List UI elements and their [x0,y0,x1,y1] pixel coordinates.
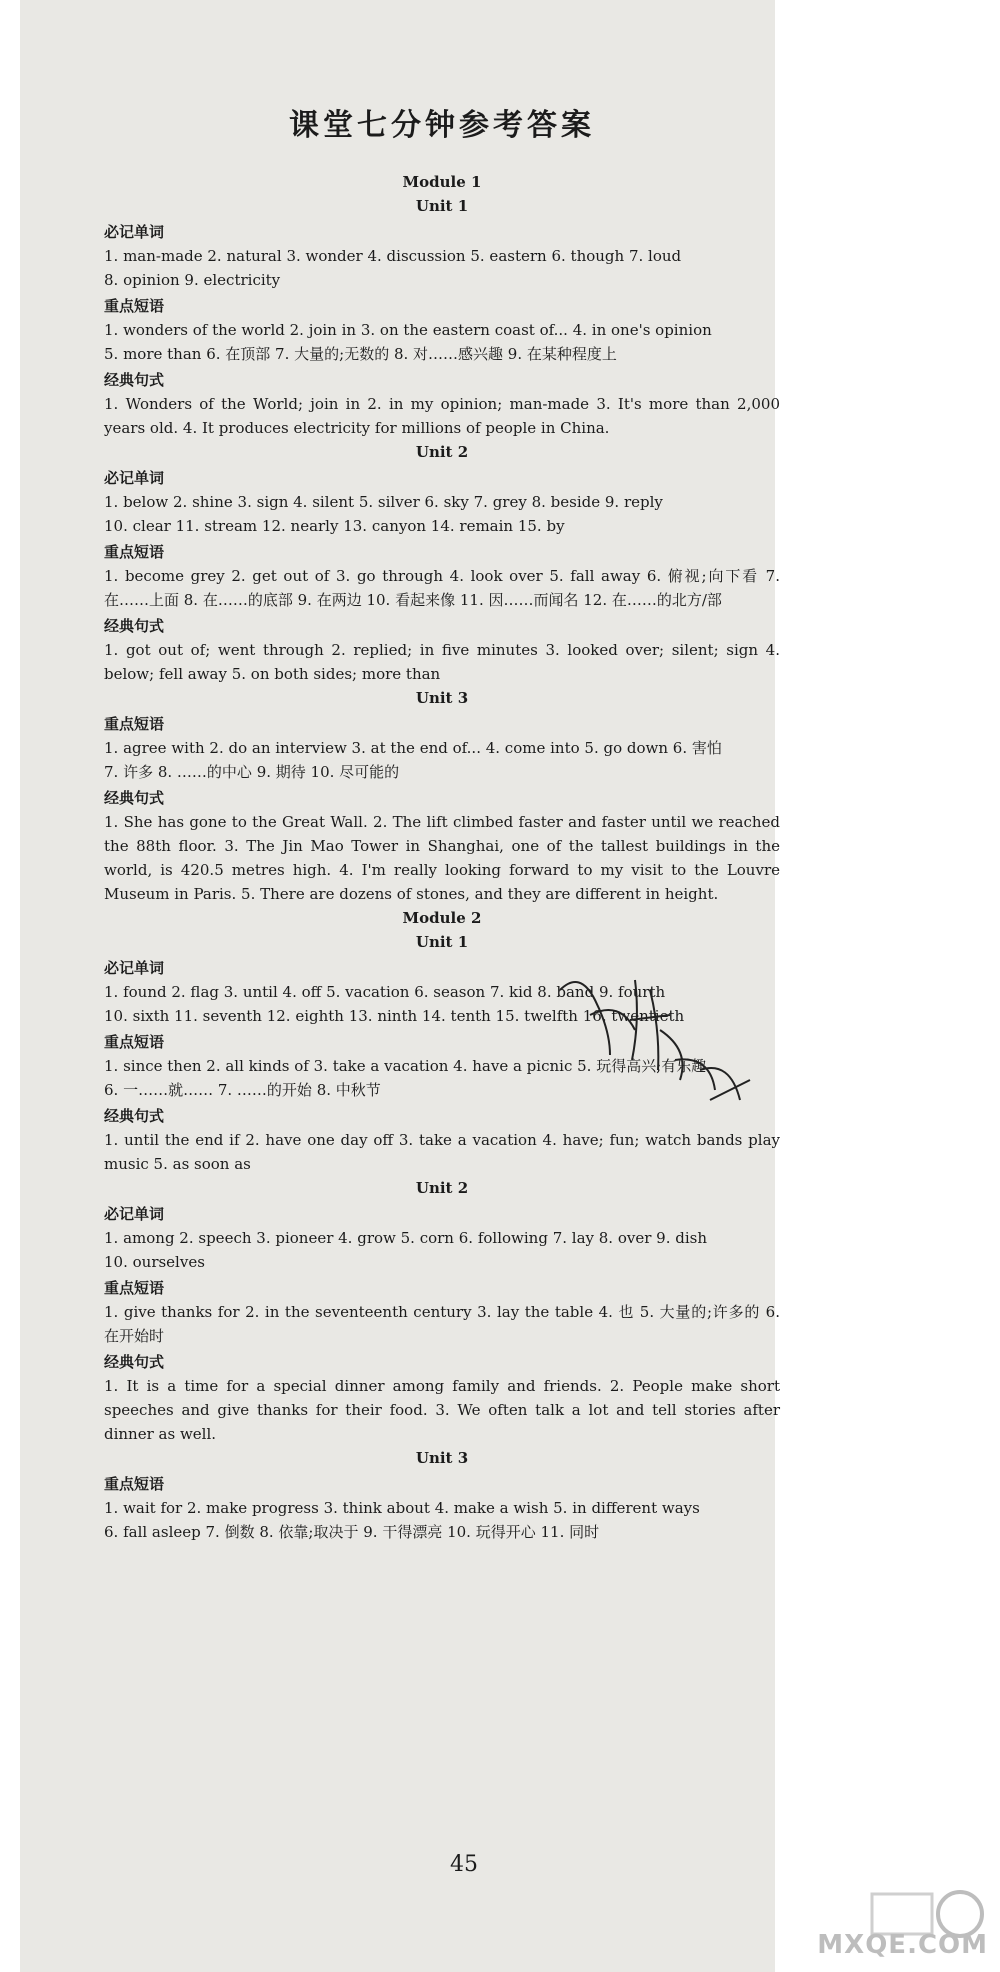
module-heading: Module 2 [402,909,482,927]
unit-heading: Unit 2 [415,1179,469,1197]
page-number: 45 [450,1852,478,1877]
answer-content [104,100,780,1544]
handwriting-scribble [540,960,760,1130]
unit-heading: Unit 2 [415,443,469,461]
answer-line: 1. since then 2. all kinds of 3. take a vacation 4. have a picnic 5. 玩得高兴;有乐趣 [104,1057,707,1075]
answer-line: 1. found 2. flag 3. until 4. off 5. vacation 6. season 7. kid 8. band 9. fourth [104,983,666,1001]
answer-line: 1. man-made 2. natural 3. wonder 4. discussion 5. eastern 6. though 7. loud [104,247,682,265]
answer-line: 6. fall asleep 7. 倒数 8. 依靠;取决于 9. 干得漂亮 10. 玩得开心 11. 同时 [104,1523,600,1541]
answer-paragraph: 1. give thanks for 2. in the seventeenth century 3. lay the table 4. 也 5. 大量的;许多的 6. 在开始时 [104,1303,780,1345]
answer-line: 1. wait for 2. make progress 3. think about 4. make a wish 5. in different ways [104,1499,700,1517]
section-heading: 经典句式 [104,1107,165,1125]
section-heading: 重点短语 [104,543,165,561]
answer-line: 1. agree with 2. do an interview 3. at the end of... 4. come into 5. go down 6. 害怕 [104,739,722,757]
unit-heading: Unit 3 [415,689,469,707]
section-heading: 重点短语 [104,1033,165,1051]
section-heading: 必记单词 [104,469,165,487]
section-heading: 经典句式 [104,371,165,389]
answer-line: 6. 一……就…… 7. ……的开始 8. 中秋节 [104,1081,381,1099]
page-title: 课堂七分钟参考答案 [289,108,595,143]
answer-paragraph: 1. until the end if 2. have one day off 3. take a vacation 4. have; fun; watch bands play music 5. as soon as [104,1131,780,1173]
answer-page [20,0,780,1972]
watermark-logo [782,1884,992,1964]
answer-paragraph: 1. She has gone to the Great Wall. 2. The lift climbed faster and faster until we reached the 88th floor. 3. The Jin Mao Tower in Shanghai, one of the tallest buildings in the world, is 420.5 metres high. 4. I'm really looking forward to my visit to the Louvre Museum in Paris. 5. There are dozens of stones, and they are different in height. [104,813,780,903]
watermark-url: MXQE.COM [817,1930,988,1960]
unit-heading: Unit 3 [415,1449,469,1467]
answer-paragraph: 1. It is a time for a special dinner among family and friends. 2. People make short speeches and give thanks for their food. 3. We often talk a lot and tell stories after dinner as well. [104,1377,780,1443]
answer-line: 1. below 2. shine 3. sign 4. silent 5. silver 6. sky 7. grey 8. beside 9. reply [104,493,663,511]
answer-line: 8. opinion 9. electricity [104,271,281,289]
section-heading: 必记单词 [104,1205,165,1223]
answer-line: 10. sixth 11. seventh 12. eighth 13. ninth 14. tenth 15. twelfth 16. twentieth [104,1007,685,1025]
answer-line: 10. clear 11. stream 12. nearly 13. canyon 14. remain 15. by [104,517,565,535]
answer-line: 10. ourselves [104,1253,205,1271]
answer-paragraph: 1. Wonders of the World; join in 2. in my opinion; man-made 3. It's more than 2,000 years old. 4. It produces electricity for millions of people in China. [104,395,780,437]
section-heading: 重点短语 [104,1279,165,1297]
section-heading: 重点短语 [104,1475,165,1493]
answer-line: 1. among 2. speech 3. pioneer 4. grow 5. corn 6. following 7. lay 8. over 9. dish [104,1229,707,1247]
section-heading: 经典句式 [104,1353,165,1371]
answer-line: 1. wonders of the world 2. join in 3. on the eastern coast of... 4. in one's opinion [104,321,712,339]
section-heading: 重点短语 [104,715,165,733]
answer-line: 7. 许多 8. ……的中心 9. 期待 10. 尽可能的 [104,763,400,781]
section-heading: 必记单词 [104,223,165,241]
unit-heading: Unit 1 [415,197,469,215]
answer-line: 5. more than 6. 在顶部 7. 大量的;无数的 8. 对……感兴趣 9. 在某种程度上 [104,345,617,363]
answer-paragraph: 1. got out of; went through 2. replied; in five minutes 3. looked over; silent; sign 4. below; fell away 5. on both sides; more than [104,641,780,683]
section-heading: 必记单词 [104,959,165,977]
module-heading: Module 1 [402,173,482,191]
answer-paragraph: 1. become grey 2. get out of 3. go through 4. look over 5. fall away 6. 俯视;向下看 7. 在……上面 8. 在……的底部 9. 在两边 10. 看起来像 11. 因……而闻名 12. 在……的北方/部 [104,567,780,609]
section-heading: 经典句式 [104,617,165,635]
section-heading: 重点短语 [104,297,165,315]
unit-heading: Unit 1 [415,933,469,951]
section-heading: 经典句式 [104,789,165,807]
